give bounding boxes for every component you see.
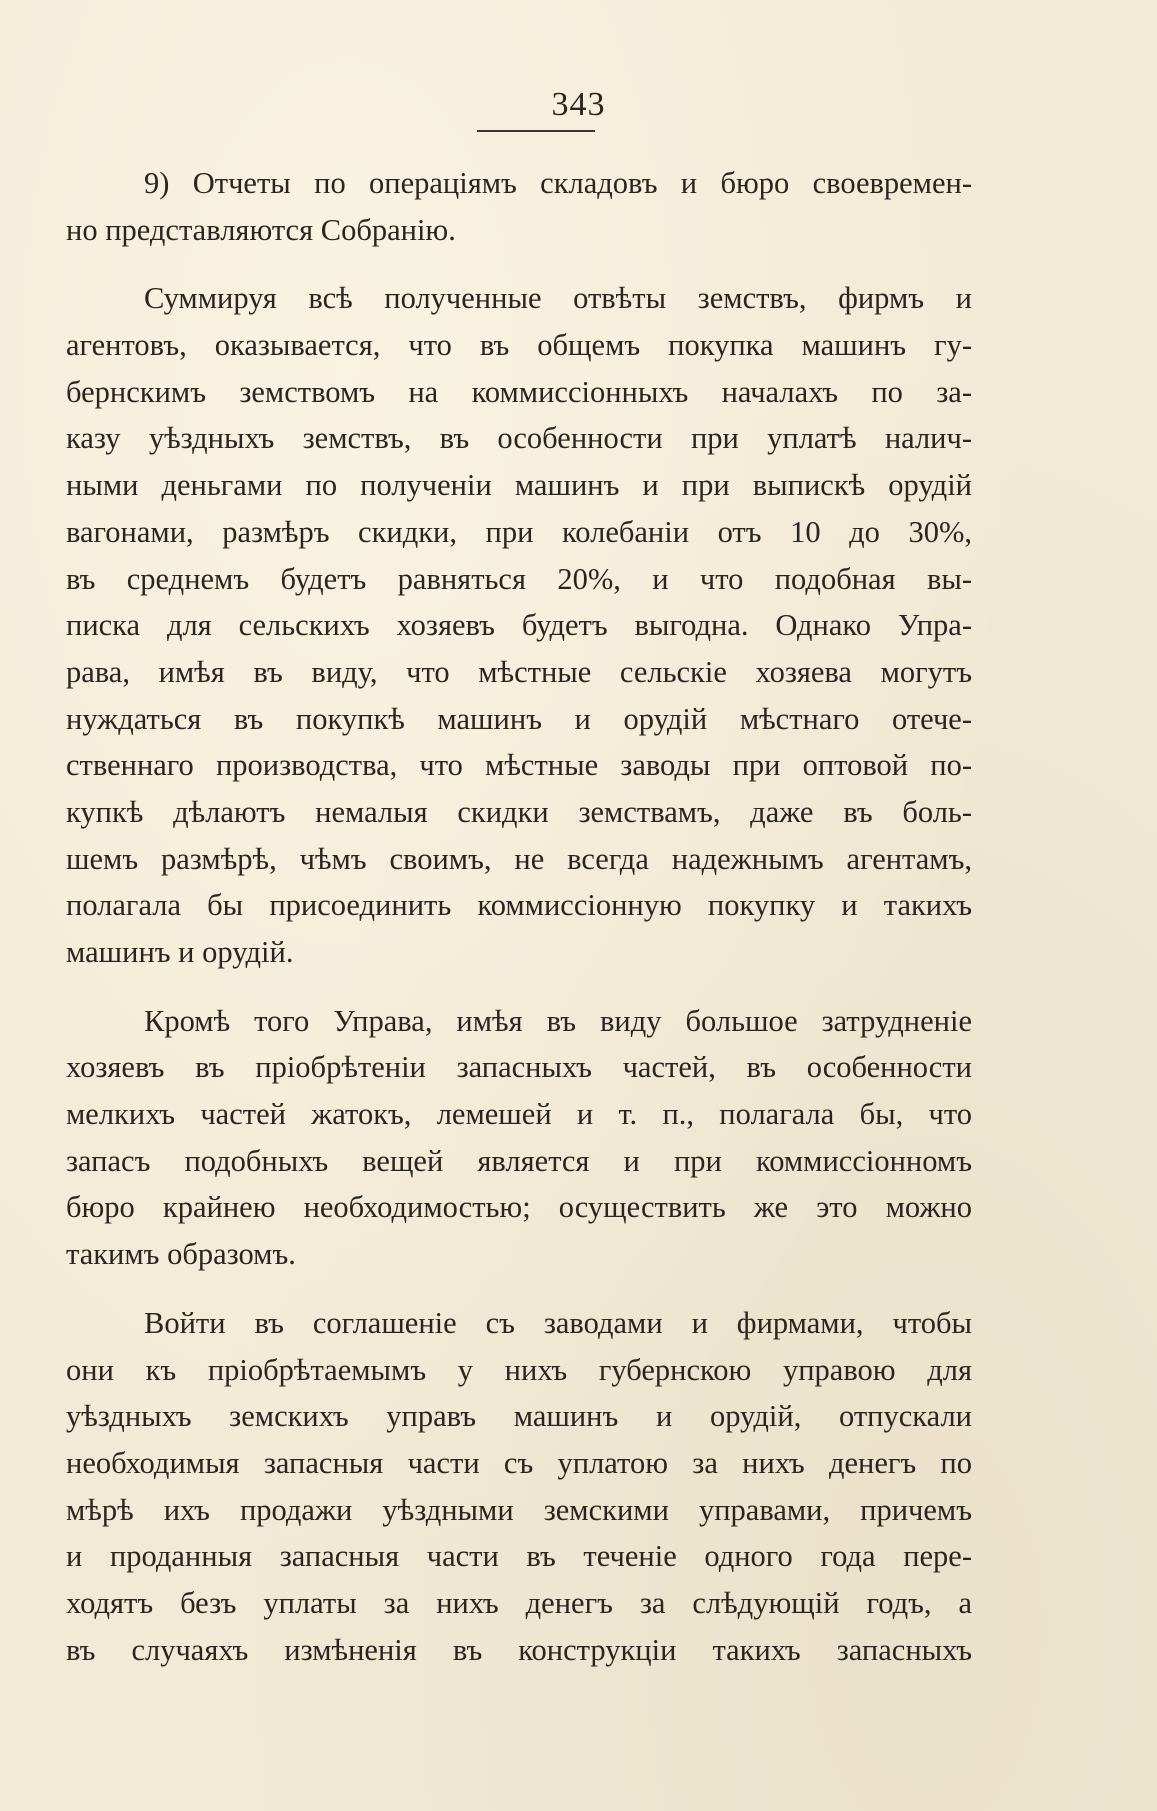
text-line: Войти въ соглашеніе съ заводами и фирмами, чтобы	[144, 1305, 972, 1340]
text-line: въ случаяхъ измѣненія въ конструкціи такихъ запасныхъ	[66, 1632, 972, 1667]
text-line: они къ пріобрѣтаемымъ у нихъ губернскою управою для	[66, 1352, 972, 1387]
text-line: шемъ размѣрѣ, чѣмъ своимъ, не всегда надежнымъ агентамъ,	[66, 841, 972, 876]
text-line: купкѣ дѣлаютъ немалыя скидки земствамъ, даже въ боль-	[66, 794, 972, 829]
text-line: казу уѣздныхъ земствъ, въ особенности при уплатѣ налич-	[66, 421, 972, 456]
text-line: бюро крайнею необходимостью; осуществить же это можно	[66, 1190, 972, 1225]
text-line: машинъ и орудій.	[66, 935, 294, 969]
text-line: въ среднемъ будетъ равняться 20%, и что подобная вы-	[66, 561, 972, 596]
text-line: рава, имѣя въ виду, что мѣстные сельскіе хозяева могутъ	[66, 654, 972, 689]
page-number: 343	[551, 86, 606, 123]
paragraph	[66, 1300, 972, 1674]
text-line: ными деньгами по полученіи машинъ и при выпискѣ орудій	[66, 468, 972, 503]
text-line: но представляются Собранію.	[66, 212, 456, 247]
paragraph	[66, 998, 972, 1278]
text-line: запасъ подобныхъ вещей является и при коммиссіонномъ	[66, 1143, 972, 1178]
paragraph	[66, 160, 972, 253]
text-line: нуждаться въ покупкѣ машинъ и орудій мѣстнаго отече-	[66, 701, 972, 736]
text-line: хозяевъ въ пріобрѣтеніи запасныхъ частей, въ особенности	[66, 1050, 972, 1085]
body-text	[66, 160, 972, 1673]
text-line: 9) Отчеты по операціямъ складовъ и бюро своевремен-	[144, 166, 972, 200]
header-rule	[477, 130, 595, 132]
text-line: вагонами, размѣръ скидки, при колебаніи отъ 10 до 30%,	[66, 514, 972, 549]
text-line: агентовъ, оказывается, что въ общемъ покупка машинъ гу-	[66, 328, 972, 363]
text-line: такимъ образомъ.	[66, 1237, 296, 1272]
text-line: Суммируя всѣ полученные отвѣты земствъ, фирмъ и	[144, 281, 972, 316]
text-line: Кромѣ того Управа, имѣя въ виду большое затрудненіе	[144, 1003, 972, 1038]
text-line: мѣрѣ ихъ продажи уѣздными земскими управами, причемъ	[66, 1492, 972, 1527]
text-line: полагала бы присоединить коммиссіонную покупку и такихъ	[66, 888, 972, 923]
text-line: ственнаго производства, что мѣстные заводы при оптовой по-	[66, 748, 972, 783]
paragraph	[66, 275, 972, 975]
text-line: необходимыя запасныя части съ уплатою за нихъ денегъ по	[66, 1445, 972, 1480]
text-line: писка для сельскихъ хозяевъ будетъ выгодна. Однако Упра-	[66, 608, 972, 643]
text-line: и проданныя запасныя части въ теченіе одного года пере-	[66, 1539, 972, 1574]
text-line: уѣздныхъ земскихъ управъ машинъ и орудій, отпускали	[66, 1399, 972, 1434]
page-header	[0, 86, 1157, 124]
text-line: мелкихъ частей жатокъ, лемешей и т. п., полагала бы, что	[66, 1097, 972, 1132]
text-line: бернскимъ земствомъ на коммиссіонныхъ началахъ по за-	[66, 374, 972, 409]
text-line: ходятъ безъ уплаты за нихъ денегъ за слѣдующій годъ, а	[66, 1585, 972, 1620]
